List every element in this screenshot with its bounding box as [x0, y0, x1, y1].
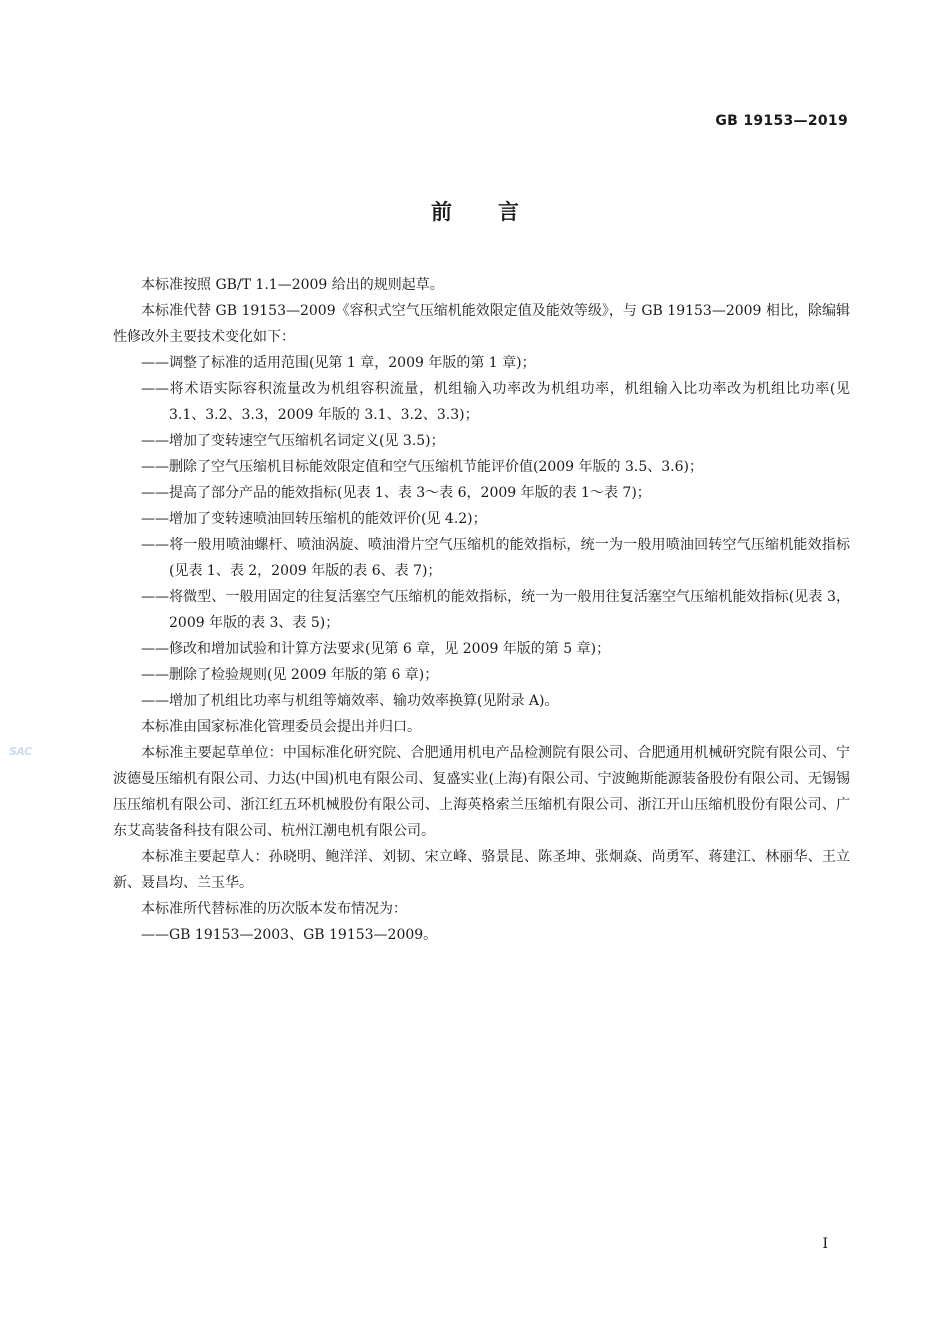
change-item: ——修改和增加试验和计算方法要求(见第 6 章，见 2009 年版的第 5 章)；: [141, 641, 611, 657]
history-item: ——GB 19153—2003、GB 19153—2009。: [141, 927, 438, 943]
change-item: ——将术语实际容积流量改为机组容积流量，机组输入功率改为机组功率，机组输入比功率改为机组比功率(见 3.1、3.2、3.3，2009 年版的 3.1、3.2、3.3)；: [141, 381, 850, 423]
change-item: ——删除了检验规则(见 2009 年版的第 6 章)；: [141, 667, 439, 683]
drafting-units-paragraph: 本标准主要起草单位：中国标准化研究院、合肥通用机电产品检测院有限公司、合肥通用机械研究院有限公司、宁波德曼压缩机有限公司、力达(中国)机电有限公司、复盛实业(上海)有限公司、宁波鲍斯能源装备股份有限公司、无锡锡压压缩机有限公司、浙江红五环机械股份有限公司、上海英格索兰压缩机有限公司、浙江开山压缩机股份有限公司、广东艾高装备科技有限公司、杭州江潮电机有限公司。: [113, 745, 850, 839]
drafters-paragraph: 本标准主要起草人：孙晓明、鲍洋洋、刘韧、宋立峰、骆景昆、陈圣坤、张炯焱、尚勇军、蒋建江、林丽华、王立新、聂昌均、兰玉华。: [113, 849, 850, 891]
page-title: 前言: [431, 200, 565, 224]
change-item: ——增加了机组比功率与机组等熵效率、输功效率换算(见附录 A)。: [141, 693, 559, 709]
change-item: ——提高了部分产品的能效指标(见表 1、表 3～表 6，2009 年版的表 1～表 7)；: [141, 485, 651, 501]
change-item: ——将微型、一般用固定的往复活塞空气压缩机的能效指标，统一为一般用往复活塞空气压缩机能效指标(见表 3，2009 年版的表 3、表 5)；: [141, 589, 850, 631]
change-item: ——将一般用喷油螺杆、喷油涡旋、喷油滑片空气压缩机的能效指标，统一为一般用喷油回转空气压缩机能效指标(见表 1、表 2，2009 年版的表 6、表 7)；: [141, 537, 850, 579]
change-item: ——增加了变转速空气压缩机名词定义(见 3.5)；: [141, 433, 445, 449]
history-intro-paragraph: 本标准所代替标准的历次版本发布情况为：: [141, 901, 407, 917]
sac-watermark: SAC: [9, 745, 32, 758]
drafting-rule-paragraph: 本标准按照 GB/T 1.1—2009 给出的规则起草。: [141, 277, 444, 293]
change-item: ——删除了空气压缩机目标能效限定值和空气压缩机节能评价值(2009 年版的 3.5、3.6)；: [141, 459, 703, 475]
foreword-body: [113, 272, 850, 948]
change-item: ——调整了标准的适用范围(见第 1 章，2009 年版的第 1 章)；: [141, 355, 536, 371]
replacement-paragraph: 本标准代替 GB 19153—2009《容积式空气压缩机能效限定值及能效等级》，与 GB 19153—2009 相比，除编辑性修改外主要技术变化如下：: [113, 303, 850, 345]
page-number: I: [822, 1236, 828, 1252]
change-item: ——增加了变转速喷油回转压缩机的能效评价(见 4.2)；: [141, 511, 487, 527]
standard-number: GB 19153—2019: [715, 113, 848, 129]
proposer-paragraph: 本标准由国家标准化管理委员会提出并归口。: [141, 719, 421, 735]
